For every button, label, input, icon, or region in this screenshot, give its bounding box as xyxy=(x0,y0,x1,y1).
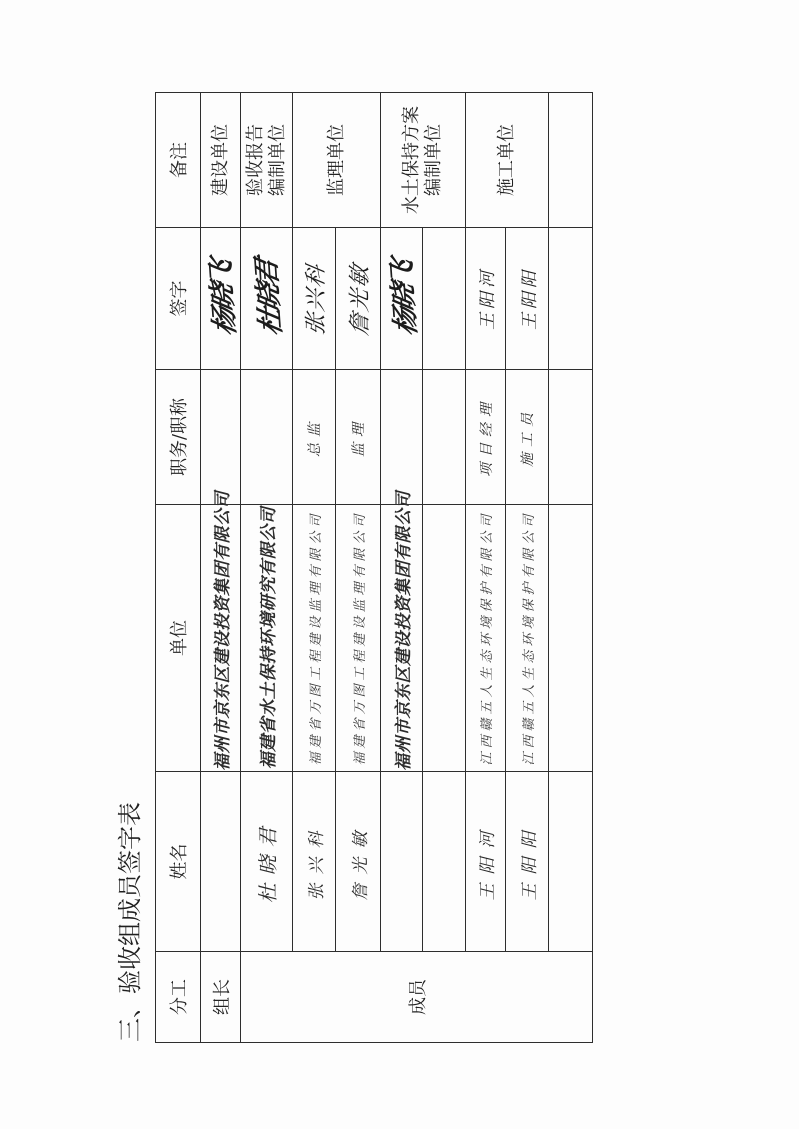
document-title: 三、验收组成员签字表 xyxy=(116,802,144,1042)
table-row xyxy=(201,93,241,1043)
position-cell: 监理 xyxy=(336,370,381,505)
signature-cell xyxy=(293,228,336,370)
name-cell: 王阳阳 xyxy=(506,772,549,952)
note-text: 编制单位 xyxy=(423,124,444,196)
signature-cell xyxy=(201,228,241,370)
position-cell: 总监 xyxy=(293,370,336,505)
note-cell xyxy=(381,93,466,228)
table-row xyxy=(381,93,423,1043)
handwritten-signature: 张兴科 xyxy=(303,260,329,338)
position-cell xyxy=(241,370,293,505)
header-role: 分工 xyxy=(156,952,201,1043)
position-cell xyxy=(549,370,593,505)
header-notes: 备注 xyxy=(156,93,201,228)
position-cell xyxy=(201,370,241,505)
position-cell xyxy=(423,370,466,505)
header-name: 姓名 xyxy=(156,772,201,952)
note-text: 监理单位 xyxy=(325,124,347,196)
unit-cell: 福建省万图工程建设监理有限公司 xyxy=(336,505,381,772)
handwritten-signature: 杨晓飞 xyxy=(386,259,423,339)
note-cell xyxy=(293,93,381,228)
unit-cell: 福建省万图工程建设监理有限公司 xyxy=(293,505,336,772)
unit-cell: 江西赣五人生态环境保护有限公司 xyxy=(506,505,549,772)
unit-cell xyxy=(549,505,593,772)
role-cell-members: 成员 xyxy=(241,952,593,1043)
header-signature: 签字 xyxy=(156,228,201,370)
role-cell-leader: 组长 xyxy=(201,952,241,1043)
header-row xyxy=(156,93,201,1043)
rotated-sheet xyxy=(100,90,600,1050)
name-cell xyxy=(549,772,593,952)
signature-cell xyxy=(381,228,423,370)
signature-cell xyxy=(241,228,293,370)
table-row xyxy=(549,93,593,1043)
name-cell: 王阳河 xyxy=(466,772,506,952)
position-cell: 项目经理 xyxy=(466,370,506,505)
header-unit: 单位 xyxy=(156,505,201,772)
note-text: 水土保持方案 xyxy=(401,106,422,214)
note-cell xyxy=(201,93,241,228)
signature-cell xyxy=(506,228,549,370)
name-cell xyxy=(201,772,241,952)
note-cell xyxy=(549,93,593,228)
signature-cell xyxy=(549,228,593,370)
table-row xyxy=(423,93,466,1043)
unit-cell xyxy=(423,505,466,772)
unit-cell: 福建省水土保持环境研究有限公司 xyxy=(241,505,293,772)
unit-cell: 福州市京东区建设投资集团有限公司 xyxy=(201,505,241,772)
signature-cell xyxy=(336,228,381,370)
note-text: 编制单位 xyxy=(266,124,288,196)
table-row xyxy=(336,93,381,1043)
note-text: 施工单位 xyxy=(496,124,517,196)
table-row xyxy=(466,93,506,1043)
table-row xyxy=(293,93,336,1043)
note-text: 建设单位 xyxy=(209,124,231,196)
handwritten-signature: 王阳阳 xyxy=(519,267,540,330)
handwritten-signature: 杜晓君 xyxy=(251,259,288,339)
name-cell xyxy=(423,772,466,952)
note-cell xyxy=(466,93,549,228)
name-cell xyxy=(381,772,423,952)
signature-table xyxy=(155,92,593,1043)
table-row xyxy=(506,93,549,1043)
handwritten-signature: 王阳河 xyxy=(478,267,498,330)
header-position: 职务/职称 xyxy=(156,370,201,505)
name-cell: 张兴科 xyxy=(293,772,336,952)
note-text: 验收报告 xyxy=(244,124,266,196)
unit-cell: 江西赣五人生态环境保护有限公司 xyxy=(466,505,506,772)
position-cell xyxy=(381,370,423,505)
unit-cell: 福州市京东区建设投资集团有限公司 xyxy=(381,505,423,772)
signature-cell xyxy=(466,228,506,370)
name-cell: 詹光敏 xyxy=(336,772,381,952)
name-cell: 杜晓君 xyxy=(241,772,293,952)
position-cell: 施工员 xyxy=(506,370,549,505)
handwritten-signature: 杨晓飞 xyxy=(205,259,242,339)
note-cell xyxy=(241,93,293,228)
signature-cell xyxy=(423,228,466,370)
table-row xyxy=(241,93,293,1043)
handwritten-signature: 詹光敏 xyxy=(347,260,373,338)
